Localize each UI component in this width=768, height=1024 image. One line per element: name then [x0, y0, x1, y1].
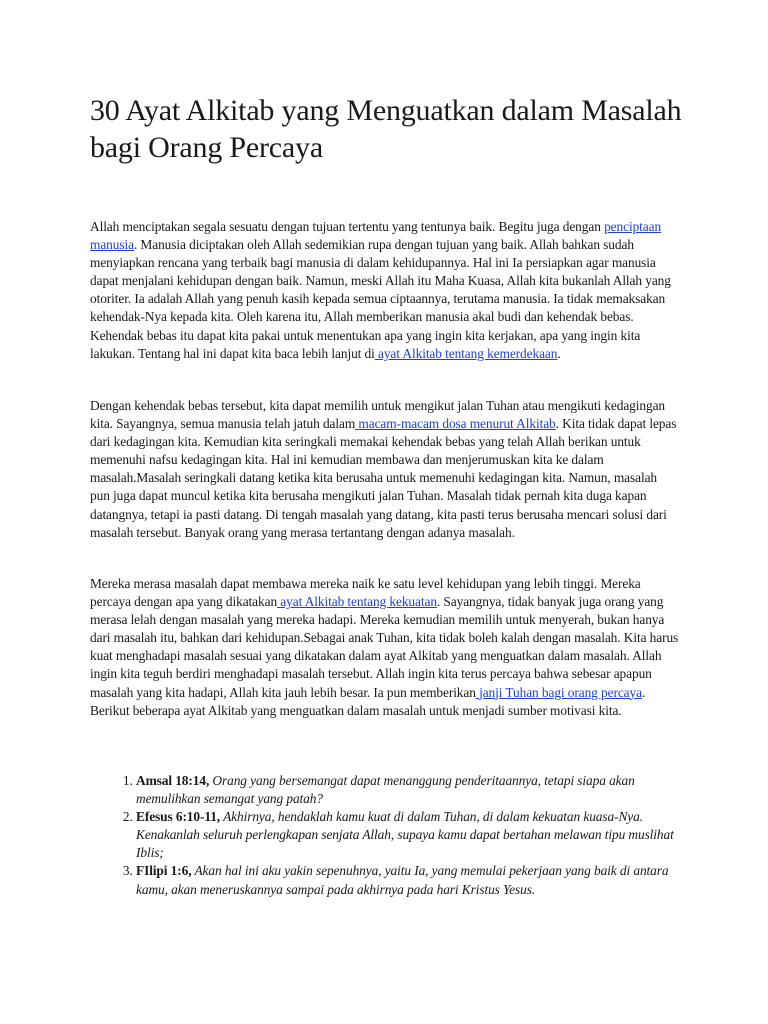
verse-item	[136, 862, 696, 898]
paragraph-text: .	[557, 345, 561, 361]
verse-text: Akan hal ini aku yakin sepenuhnya, yaitu Ia, yang memulai pekerjaan yang baik di antara kamu, akan meneruskannya sampai pada akhirnya pada hari Kristus Yesus.	[136, 863, 669, 897]
paragraph-1	[90, 218, 680, 363]
link-macam-dosa[interactable]: macam-macam dosa menurut Alkitab	[355, 416, 556, 432]
link-ayat-kekuatan[interactable]: ayat Alkitab tentang kekuatan	[277, 594, 437, 610]
link-ayat-kemerdekaan[interactable]: ayat Alkitab tentang kemerdekaan	[374, 345, 558, 361]
paragraph-text: Mereka merasa masalah dapat membawa mereka naik ke satu level kehidupan yang lebih tinggi. Mereka percaya dengan apa yang dikatakan	[90, 576, 641, 610]
verse-text: Orang yang bersemangat dapat menanggung penderitaannya, tetapi siapa akan memulihkan semangat yang patah?	[136, 773, 635, 807]
verse-reference: Efesus 6:10-11,	[136, 809, 221, 825]
link-penciptaan-manusia[interactable]: penciptaan manusia	[90, 219, 662, 253]
paragraph-text: Dengan kehendak bebas tersebut, kita dapat memilih untuk mengikut jalan Tuhan atau mengikuti kedagingan kita. Sayangnya, semua manusia telah jatuh dalam	[90, 398, 666, 432]
verse-reference: Amsal 18:14,	[136, 773, 210, 788]
verse-list	[90, 772, 696, 899]
page-title: 30 Ayat Alkitab yang Menguatkan dalam Masalah bagi Orang Percaya	[90, 94, 682, 164]
link-janji-tuhan[interactable]: janji Tuhan bagi orang percaya	[475, 684, 642, 700]
paragraph-text: . Sayangnya, tidak banyak juga orang yang merasa lelah dengan masalah yang mereka hadapi. Mereka kemudian memilih untuk menyerah, bukan hanya dari masalah itu, bahkan dari kehidupan.Sebagai anak Tuhan, kita tidak boleh kalah dengan masalah. Kita harus kuat menghadapi masalah sesuai yang dikatakan dalam ayat Alkitab yang menguatkan dalam masalah. Allah ingin kita teguh berdiri menghadapi masalah tersebut. Allah ingin kita terus percaya bahwa sebesar apapun masalah yang kita hadapi, Allah kita jauh lebih besar. Ia pun memberikan	[90, 594, 679, 700]
verse-item	[136, 808, 696, 862]
paragraph-text: . Manusia diciptakan oleh Allah sedemikian rupa dengan tujuan yang baik. Allah bahkan sudah menyiapkan rencana yang terbaik bagi manusia di dalam kehidupannya. Hal ini Ia persiapkan agar manusia dapat menjalani kehidupan dengan baik. Namun, meski Allah itu Maha Kuasa, Allah kita bukanlah Allah yang otoriter. Ia adalah Allah yang penuh kasih kepada semua ciptaannya, terutama manusia. Ia tidak memaksakan kehendak-Nya kepada kita. Oleh karena itu, Allah memberikan manusia akal budi dan kehendak bebas. Kehendak bebas itu dapat kita pakai untuk menentukan apa yang ingin kita kerjakan, apa yang ingin kita lakukan. Tentang hal ini dapat kita baca lebih lanjut di	[90, 237, 671, 361]
paragraph-text: Allah menciptakan segala sesuatu dengan tujuan tertentu yang tentunya baik. Begitu juga dengan	[90, 219, 605, 234]
paragraph-text: . Berikut beberapa ayat Alkitab yang menguatkan dalam masalah untuk menjadi sumber motivasi kita.	[90, 684, 646, 718]
paragraph-2	[90, 397, 680, 542]
paragraph-text: . Kita tidak dapat lepas dari kedagingan kita. Kemudian kita seringkali memakai kehendak bebas yang telah Allah berikan untuk memenuhi nafsu kedagingan kita. Hal ini kemudian membawa dan menjerumuskan kita ke dalam masalah.Masalah seringkali datang ketika kita berusaha untuk memenuhi kedagingan kita. Namun, masalah pun juga dapat muncul ketika kita berusaha mengikuti jalan Tuhan. Masalah tidak pernah kita duga kapan datangnya, tetapi ia pasti datang. Di tengah masalah yang datang, kita pasti terus berusaha mencari solusi dari masalah tersebut. Banyak orang yang merasa tertantang dengan adanya masalah.	[90, 416, 677, 540]
paragraph-3	[90, 575, 680, 720]
verse-item	[136, 772, 696, 808]
verse-text: Akhirnya, hendaklah kamu kuat di dalam Tuhan, di dalam kekuatan kuasa-Nya. Kenakanlah seluruh perlengkapan senjata Allah, supaya kamu dapat bertahan melawan tipu muslihat Iblis;	[136, 809, 674, 861]
verse-reference: FIlipi 1:6,	[136, 863, 192, 879]
